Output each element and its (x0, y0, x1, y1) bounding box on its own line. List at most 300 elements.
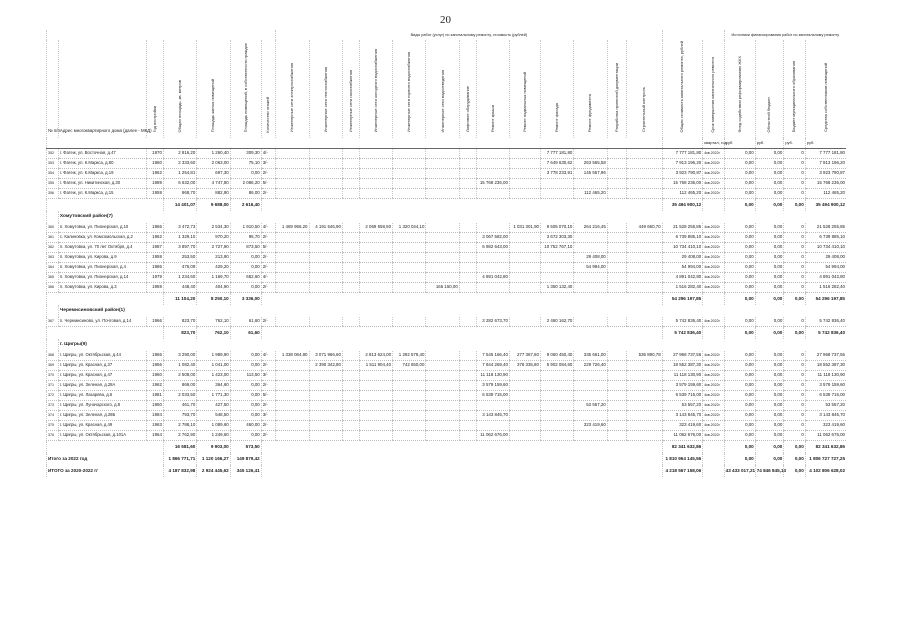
grand-total-row (47, 465, 847, 477)
row-total-cost: 7 913 196,20 (662, 159, 703, 169)
row-year: 1989 (147, 179, 164, 189)
row-fund: 0,00 (724, 283, 755, 293)
page-number: 20 (440, 14, 451, 26)
row-address: п. Хомутовка, ул. 70 лет Октября, д.4 (58, 243, 146, 253)
row-regional: 0,00 (755, 273, 784, 283)
row-period: 4кв.2022г (703, 411, 724, 421)
row-work-cost (476, 401, 509, 411)
row-year: 1981 (147, 391, 164, 401)
row-work-cost (359, 391, 392, 401)
row-private-area: 113,50 (230, 371, 261, 381)
header-local: Бюджет муниципального образования (784, 40, 805, 138)
row-owners: 54 994,00 (805, 263, 846, 273)
table-row (47, 189, 847, 199)
row-work-cost (574, 431, 607, 441)
total-residential: 9 903,00 (197, 441, 230, 454)
row-work-cost (509, 149, 540, 159)
row-work-cost (309, 169, 342, 179)
row-work-cost (342, 233, 359, 243)
financing-group-header: Источники финансирования работ по капитальному ремонту (724, 30, 846, 40)
row-work-cost (626, 149, 662, 159)
row-work-cost: 7 545 166,40 (476, 351, 509, 361)
grand-total-label: Итого за 2022 год (47, 453, 164, 465)
row-floors: 2/- (261, 263, 275, 273)
row-residential-area: 1 423,00 (197, 371, 230, 381)
row-address: г. Фатеж, ул. Восточная, д.47 (58, 149, 146, 159)
row-work-cost (276, 317, 309, 327)
row-residential-area: 213,90 (197, 253, 230, 263)
row-address: г. Щигры, ул. Октябрьская, д.44 (58, 351, 146, 361)
row-work-cost (476, 149, 509, 159)
row-residential-area: 1 771,30 (197, 391, 230, 401)
row-work-cost (342, 223, 359, 233)
row-private-area: 460,00 (230, 421, 261, 431)
row-work-cost (509, 159, 540, 169)
row-work-cost (342, 263, 359, 273)
row-total-area: 1 254,81 (163, 169, 196, 179)
row-number: 356 (47, 189, 59, 199)
row-residential-area: 1 169,70 (197, 273, 230, 283)
district-spacer (47, 305, 59, 317)
row-year: 1963 (147, 421, 164, 431)
row-work-cost (459, 223, 476, 233)
row-fund: 0,00 (724, 189, 755, 199)
row-work-cost (607, 149, 626, 159)
row-work-cost (393, 371, 426, 381)
row-year: 1959 (147, 283, 164, 293)
row-work-cost (342, 401, 359, 411)
row-work-cost (459, 179, 476, 189)
row-residential-area: 1 041,00 (197, 361, 230, 371)
row-work-cost: 263 565,58 (574, 159, 607, 169)
row-number: 373 (47, 401, 59, 411)
row-residential-area: 548,50 (197, 411, 230, 421)
row-work-cost (626, 421, 662, 431)
row-work-cost: 1 338 064,80 (276, 351, 309, 361)
row-work-cost (426, 189, 459, 199)
row-number: 355 (47, 179, 59, 189)
row-fund: 0,00 (724, 371, 755, 381)
grand-spacer (703, 453, 724, 465)
row-work-cost (607, 283, 626, 293)
row-work-cost (540, 189, 573, 199)
row-work-cost: 145 557,96 (574, 169, 607, 179)
row-number: 375 (47, 421, 59, 431)
row-work-cost (459, 317, 476, 327)
row-local: 0 (784, 421, 805, 431)
header-work-8: Ремонт подвальных помещений (509, 40, 540, 138)
row-year: 1960 (147, 371, 164, 381)
row-work-cost (342, 179, 359, 189)
row-work-cost (626, 371, 662, 381)
row-private-area: 0,00 (230, 381, 261, 391)
unit-period: квартал, год (703, 138, 724, 149)
row-work-cost (626, 283, 662, 293)
row-work-cost (359, 371, 392, 381)
district-spacer (47, 339, 59, 351)
header-total-cost: Общая стоимость капитального ремонта, рублей (662, 40, 703, 138)
row-work-cost (574, 283, 607, 293)
row-total-area: 1 082,40 (163, 361, 196, 371)
row-work-cost (276, 263, 309, 273)
row-work-cost (426, 233, 459, 243)
header-work-6: Лифтовое оборудование (459, 40, 476, 138)
row-year: 1966 (147, 223, 164, 233)
row-work-cost (309, 233, 342, 243)
row-work-cost (393, 317, 426, 327)
row-private-area: 0,00 (230, 401, 261, 411)
row-residential-area: 1 989,90 (197, 351, 230, 361)
grand-total-local: 0,00 (784, 465, 805, 477)
row-number: 366 (47, 283, 59, 293)
row-work-cost (540, 381, 573, 391)
row-period: 4кв.2022г (703, 179, 724, 189)
row-year: 1970 (147, 149, 164, 159)
row-work-cost (426, 421, 459, 431)
row-work-cost (426, 253, 459, 263)
row-work-cost (540, 253, 573, 263)
row-work-cost (509, 179, 540, 189)
row-total-area: 2 816,20 (163, 149, 196, 159)
header-private-area: Площадь помещений, в собственности граждан (230, 40, 261, 138)
row-work-cost (476, 159, 509, 169)
row-total-cost: 10 734 410,10 (662, 243, 703, 253)
total-cost: 82 341 632,86 (662, 441, 703, 454)
row-local: 0 (784, 361, 805, 371)
table-row (47, 361, 847, 371)
row-work-cost: 3 067 582,00 (476, 233, 509, 243)
unit-rub-1: руб. (724, 138, 755, 149)
row-owners: 15 768 236,00 (805, 179, 846, 189)
row-work-cost (459, 233, 476, 243)
row-work-cost (426, 401, 459, 411)
row-total-area: 793,70 (163, 411, 196, 421)
row-work-cost (359, 263, 392, 273)
row-regional: 0,00 (755, 263, 784, 273)
row-work-cost (342, 381, 359, 391)
row-work-cost (459, 159, 476, 169)
district-title: г. Щигры(9) (58, 339, 846, 351)
row-work-cost (459, 149, 476, 159)
row-address: г. Щигры, ул. Красная, д.47 (58, 371, 146, 381)
row-work-cost (509, 273, 540, 283)
grand-spacer (261, 465, 662, 477)
row-work-cost (393, 263, 426, 273)
row-floors: 2/- (261, 189, 275, 199)
row-work-cost: 3 143 845,70 (476, 411, 509, 421)
table-row (47, 431, 847, 441)
row-work-cost (626, 263, 662, 273)
header-work-10: Ремонт фундамента (574, 40, 607, 138)
row-work-cost (359, 149, 392, 159)
row-work-cost: 264 216,45 (574, 223, 607, 233)
header-no: № п/п (47, 40, 59, 138)
row-work-cost (459, 391, 476, 401)
row-year: 1966 (147, 317, 164, 327)
total-spacer (47, 441, 164, 454)
row-private-area: 0,00 (230, 411, 261, 421)
row-regional: 0,00 (755, 149, 784, 159)
row-year: 1962 (147, 169, 164, 179)
row-owners: 112 465,20 (805, 189, 846, 199)
row-private-area: 0,00 (230, 361, 261, 371)
row-total-cost: 3 923 790,87 (662, 169, 703, 179)
row-number: 371 (47, 381, 59, 391)
row-floors: 2/- (261, 253, 275, 263)
total-private: 61,60 (230, 327, 261, 340)
total-spacer (703, 199, 724, 212)
row-work-cost: 323 419,60 (574, 421, 607, 431)
grand-total-private: 345 126,41 (230, 465, 261, 477)
row-regional: 0,00 (755, 411, 784, 421)
row-work-cost (607, 401, 626, 411)
row-address: г. Щигры, ул. Красная, д.37 (58, 361, 146, 371)
row-work-cost (509, 317, 540, 327)
row-work-cost (426, 223, 459, 233)
row-work-cost: 3 071 966,60 (309, 351, 342, 361)
total-residential: 762,10 (197, 327, 230, 340)
row-work-cost (276, 283, 309, 293)
row-owners: 27 968 737,56 (805, 351, 846, 361)
district-title: Черемисиновский район(1) (58, 305, 846, 317)
row-total-area: 1 234,60 (163, 273, 196, 283)
row-work-cost: 335 661,00 (574, 351, 607, 361)
row-work-cost (342, 391, 359, 401)
row-work-cost (426, 317, 459, 327)
row-year: 1962 (147, 233, 164, 243)
total-cost: 54 296 197,85 (662, 293, 703, 306)
header-work-12: Строительный контроль (626, 40, 662, 138)
header-year: Год постройки (147, 40, 164, 138)
row-floors: 2/- (261, 381, 275, 391)
row-private-area: 75,10 (230, 159, 261, 169)
row-work-cost (309, 189, 342, 199)
row-work-cost (574, 243, 607, 253)
section-total-row (47, 293, 847, 306)
row-work-cost (607, 263, 626, 273)
row-number: 352 (47, 149, 59, 159)
row-regional: 0,00 (755, 351, 784, 361)
row-total-area: 2 762,90 (163, 431, 196, 441)
row-regional: 0,00 (755, 361, 784, 371)
row-local: 0 (784, 401, 805, 411)
row-total-cost: 7 777 181,80 (662, 149, 703, 159)
row-work-cost (393, 159, 426, 169)
row-number: 365 (47, 273, 59, 283)
row-work-cost (459, 243, 476, 253)
row-fund: 0,00 (724, 169, 755, 179)
row-fund: 0,00 (724, 159, 755, 169)
row-work-cost: 3 672 303,30 (540, 233, 573, 243)
table-row (47, 391, 847, 401)
row-address: г. Фатеж, ул. К.Маркса, д.15 (58, 189, 146, 199)
table-row (47, 317, 847, 327)
row-work-cost (476, 223, 509, 233)
row-work-cost (359, 381, 392, 391)
grand-spacer (261, 453, 662, 465)
row-fund: 0,00 (724, 421, 755, 431)
row-work-cost: 5 902 084,60 (540, 361, 573, 371)
row-number: 376 (47, 431, 59, 441)
row-address: г. Фатеж, ул. К.Маркса, д.19 (58, 169, 146, 179)
total-spacer (703, 327, 724, 340)
total-private: 573,50 (230, 441, 261, 454)
row-year: 1979 (147, 273, 164, 283)
row-local: 0 (784, 431, 805, 441)
row-work-cost (342, 253, 359, 263)
row-owners: 4 891 042,80 (805, 273, 846, 283)
row-address: п. Хомутовка, ул. Кирова, д.9 (58, 253, 146, 263)
row-address: г. Щигры, ул. Лазарева, д.5 (58, 391, 146, 401)
row-private-area: 61,60 (230, 317, 261, 327)
total-regional: 0,00 (755, 327, 784, 340)
row-year: 1950 (147, 401, 164, 411)
row-work-cost (626, 169, 662, 179)
row-local: 0 (784, 351, 805, 361)
row-work-cost (309, 253, 342, 263)
total-area: 823,70 (163, 327, 196, 340)
row-owners: 5 742 836,40 (805, 317, 846, 327)
grand-total-owners: 4 102 806 628,02 (805, 465, 846, 477)
row-period: 4кв.2022г (703, 431, 724, 441)
row-work-cost (309, 431, 342, 441)
row-work-cost (607, 159, 626, 169)
total-spacer (261, 327, 662, 340)
row-work-cost (309, 317, 342, 327)
row-local: 0 (784, 189, 805, 199)
row-total-cost: 6 739 885,10 (662, 233, 703, 243)
row-work-cost (426, 371, 459, 381)
table-row (47, 401, 847, 411)
row-floors: 4/- (261, 149, 275, 159)
row-work-cost (393, 189, 426, 199)
row-residential-area: 882,90 (197, 189, 230, 199)
total-owners: 54 296 197,85 (805, 293, 846, 306)
row-work-cost (459, 361, 476, 371)
row-year: 1960 (147, 159, 164, 169)
row-local: 0 (784, 169, 805, 179)
row-regional: 0,00 (755, 223, 784, 233)
header-work-9: Ремонт фасада (540, 40, 573, 138)
row-work-cost (607, 243, 626, 253)
total-cost: 5 742 836,40 (662, 327, 703, 340)
row-number: 372 (47, 391, 59, 401)
row-floors: 2/- (261, 401, 275, 411)
row-work-cost (509, 189, 540, 199)
total-area: 14 401,07 (163, 199, 196, 212)
row-number: 363 (47, 253, 59, 263)
row-work-cost: 166 150,00 (426, 283, 459, 293)
row-year: 1962 (147, 381, 164, 391)
total-owners: 82 341 632,86 (805, 441, 846, 454)
row-work-cost (359, 169, 392, 179)
row-owners: 7 777 181,80 (805, 149, 846, 159)
table-row (47, 351, 847, 361)
row-work-cost: 6 982 643,00 (476, 243, 509, 253)
row-period: 4кв.2022г (703, 361, 724, 371)
row-work-cost (359, 411, 392, 421)
row-work-cost (393, 431, 426, 441)
row-work-cost (276, 361, 309, 371)
row-work-cost (626, 317, 662, 327)
row-work-cost (393, 179, 426, 189)
table-row (47, 159, 847, 169)
row-work-cost (426, 351, 459, 361)
row-private-area: 0,00 (230, 253, 261, 263)
row-work-cost (459, 351, 476, 361)
row-work-cost (276, 179, 309, 189)
row-work-cost: 378 335,80 (509, 361, 540, 371)
header-work-2: Инженерные сети газоснабжения (342, 40, 359, 138)
header-work-11: Разработка проектной документации (607, 40, 626, 138)
row-work-cost (426, 273, 459, 283)
row-total-cost: 3 143 845,70 (662, 411, 703, 421)
row-work-cost (393, 273, 426, 283)
row-residential-area: 762,10 (197, 317, 230, 327)
row-work-cost (276, 149, 309, 159)
total-spacer (47, 199, 164, 212)
row-floors: 2/- (261, 283, 275, 293)
row-residential-area: 1 089,60 (197, 421, 230, 431)
row-total-area: 1 329,10 (163, 233, 196, 243)
row-work-cost (459, 253, 476, 263)
row-work-cost (276, 169, 309, 179)
row-work-cost (276, 159, 309, 169)
section-total-row (47, 199, 847, 212)
row-residential-area: 404,90 (197, 283, 230, 293)
row-work-cost (509, 371, 540, 381)
row-work-cost (393, 243, 426, 253)
table-row (47, 243, 847, 253)
row-local: 0 (784, 253, 805, 263)
row-total-cost: 21 528 255,85 (662, 223, 703, 233)
row-regional: 0,00 (755, 253, 784, 263)
row-fund: 0,00 (724, 317, 755, 327)
row-residential-area: 1 260,40 (197, 149, 230, 159)
row-work-cost (476, 169, 509, 179)
row-work-cost (476, 189, 509, 199)
row-work-cost (276, 243, 309, 253)
row-address: г. Щигры, ул. Красная, д.49 (58, 421, 146, 431)
row-work-cost (276, 391, 309, 401)
total-local: 0,00 (784, 441, 805, 454)
row-work-cost (574, 411, 607, 421)
row-work-cost (574, 149, 607, 159)
row-work-cost (276, 371, 309, 381)
row-private-area: 0,00 (230, 169, 261, 179)
data-table (46, 30, 846, 477)
row-work-cost (342, 159, 359, 169)
row-work-cost: 1 350 132,40 (540, 283, 573, 293)
row-private-area: 0,00 (230, 351, 261, 361)
row-work-cost (574, 381, 607, 391)
row-work-cost (626, 431, 662, 441)
row-work-cost (393, 421, 426, 431)
row-work-cost: 11 062 676,00 (476, 431, 509, 441)
row-period: 4кв.2022г (703, 283, 724, 293)
row-address: п. Хомутовка, ул. Пионерская, д.4 (58, 263, 146, 273)
row-work-cost (276, 253, 309, 263)
row-work-cost (359, 317, 392, 327)
total-regional: 0,00 (755, 293, 784, 306)
row-work-cost (426, 411, 459, 421)
row-work-cost (626, 391, 662, 401)
table-row (47, 169, 847, 179)
header-owners: Средства собственников помещений (805, 40, 846, 138)
row-total-area: 2 333,60 (163, 159, 196, 169)
row-work-cost (426, 243, 459, 253)
row-address: с. Калиновка, ул. Комсомольская, д.2 (58, 233, 146, 243)
